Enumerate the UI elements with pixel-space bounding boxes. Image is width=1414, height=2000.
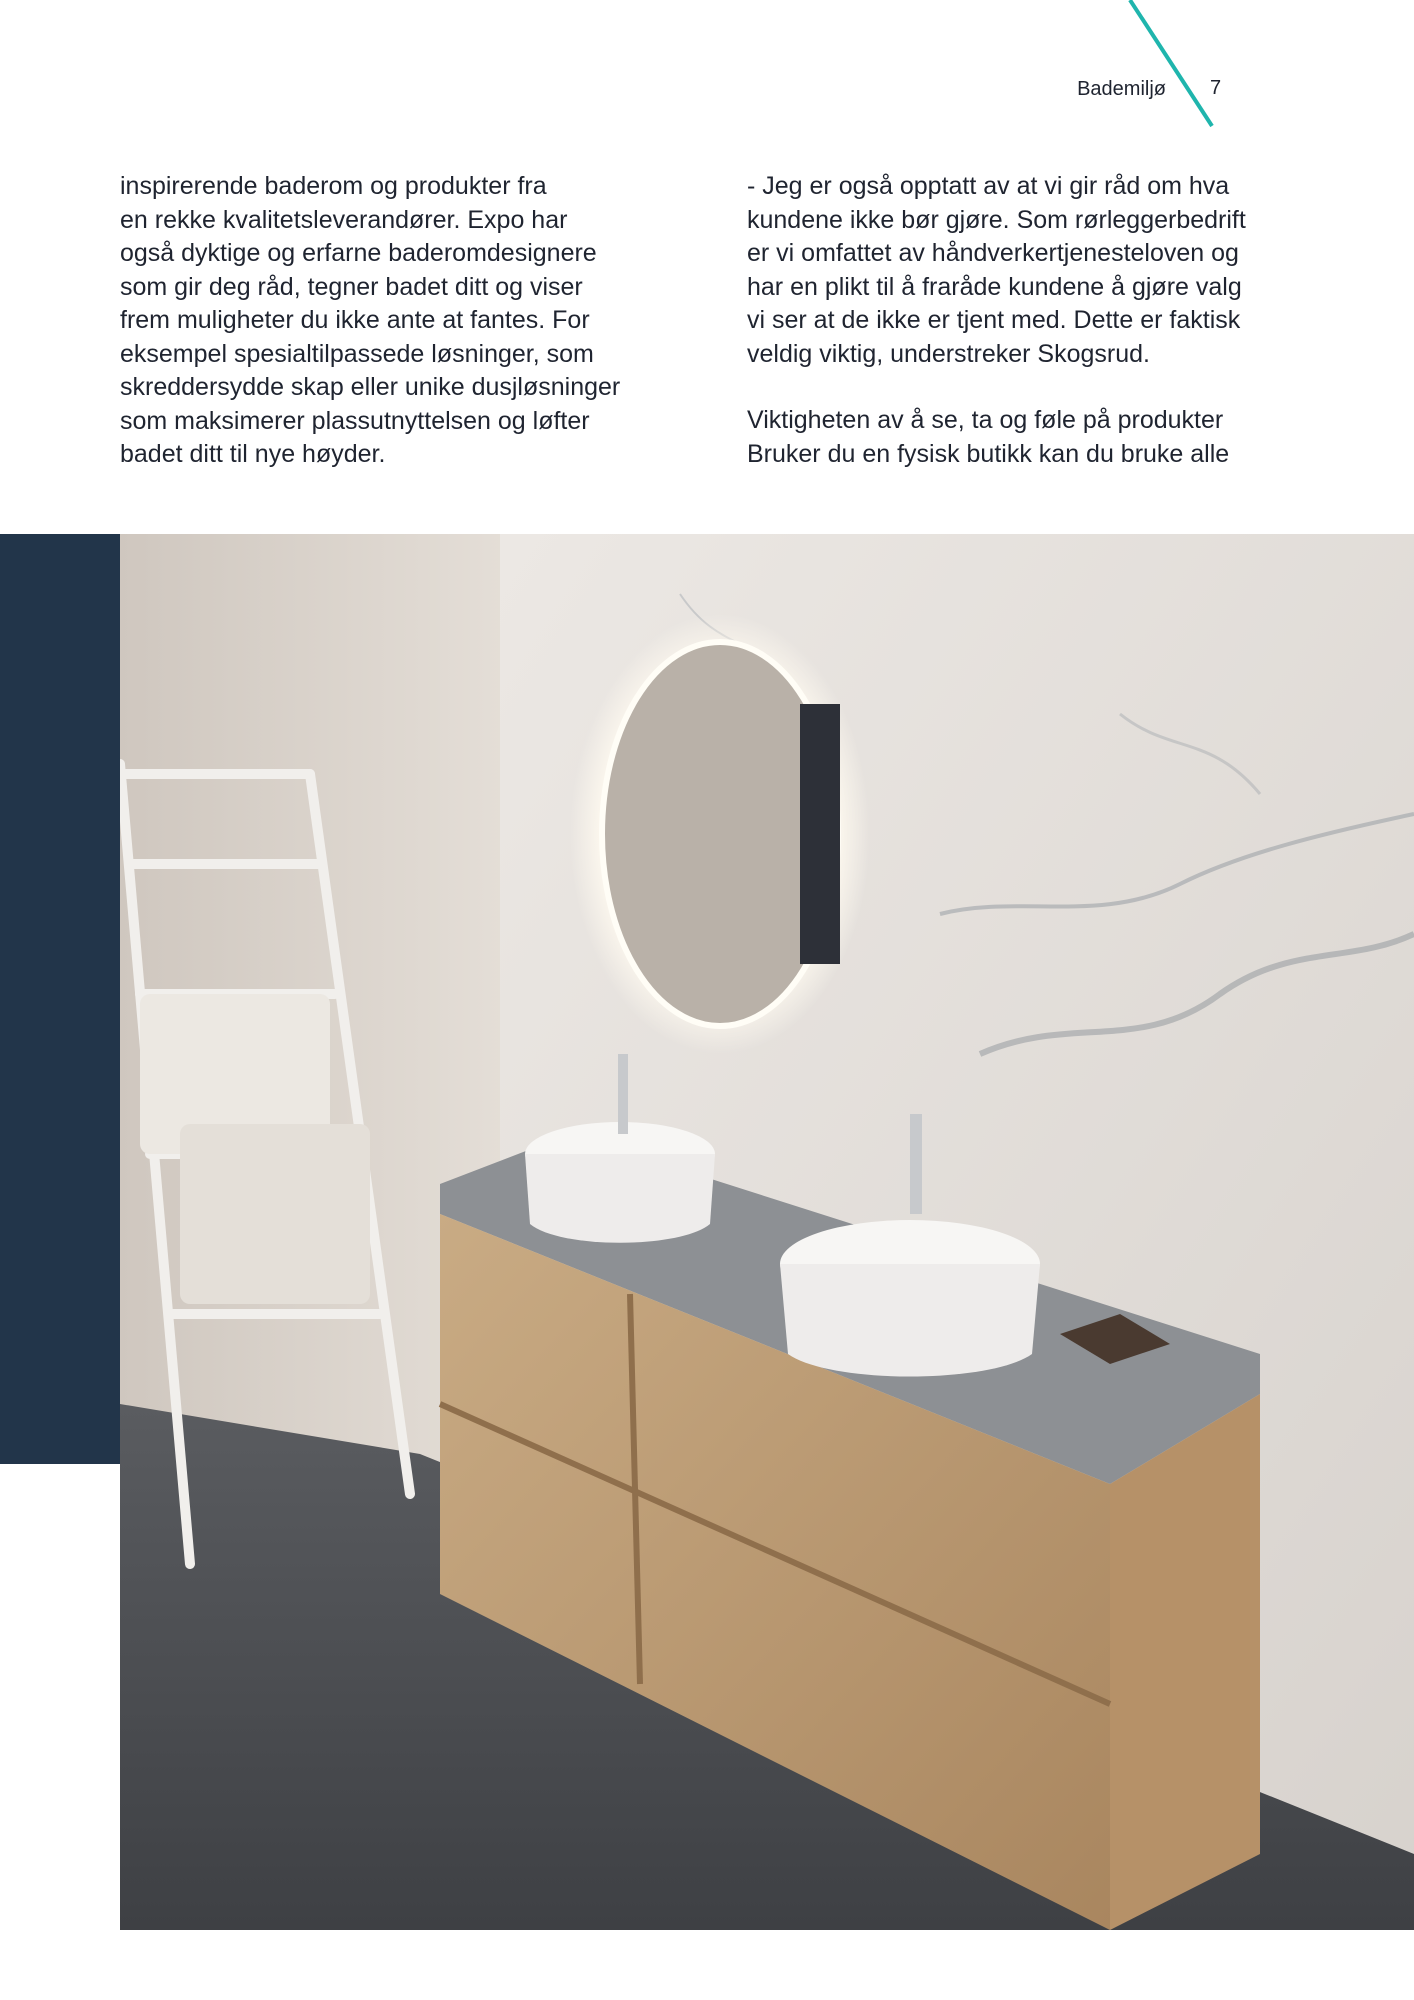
paragraph: inspirerende baderom og produkter fra en rekke kvalitetsleverandører. Expo har også dyktige og erfarne baderomdesignere som gir deg råd, tegner badet ditt og viser frem muligheter du ikke ante at fantes. For eksempel spesialtilpassede løsninger, som skreddersydde skap eller unike dusjløsninger som maksimerer plassutnyttelsen og løfter badet ditt til nye høyder. (120, 172, 621, 468)
navy-accent-bar (0, 534, 120, 1464)
left-text-column (120, 170, 640, 505)
paragraph: - Jeg er også opptatt av at vi gir råd om hva kundene ikke bør gjøre. Som rørleggerbedrift er vi omfattet av håndverkertjenesteloven og har en plikt til å fraråde kundene å gjøre valg vi ser at de ikke er tjent med. Dette er faktisk veldig viktig, understreker Skogsrud. (747, 172, 1246, 368)
paragraph: Viktigheten av å se, ta og føle på produkter Bruker du en fysisk butikk kan du bruke alle (747, 406, 1230, 468)
header-accent-line (1120, 0, 1220, 130)
section-title: Bademiljø (1077, 78, 1166, 100)
bathroom-illustration (120, 534, 1414, 1930)
right-text-column (747, 170, 1287, 504)
page-number: 7 (1210, 77, 1222, 99)
bathroom-photo (120, 534, 1414, 1930)
